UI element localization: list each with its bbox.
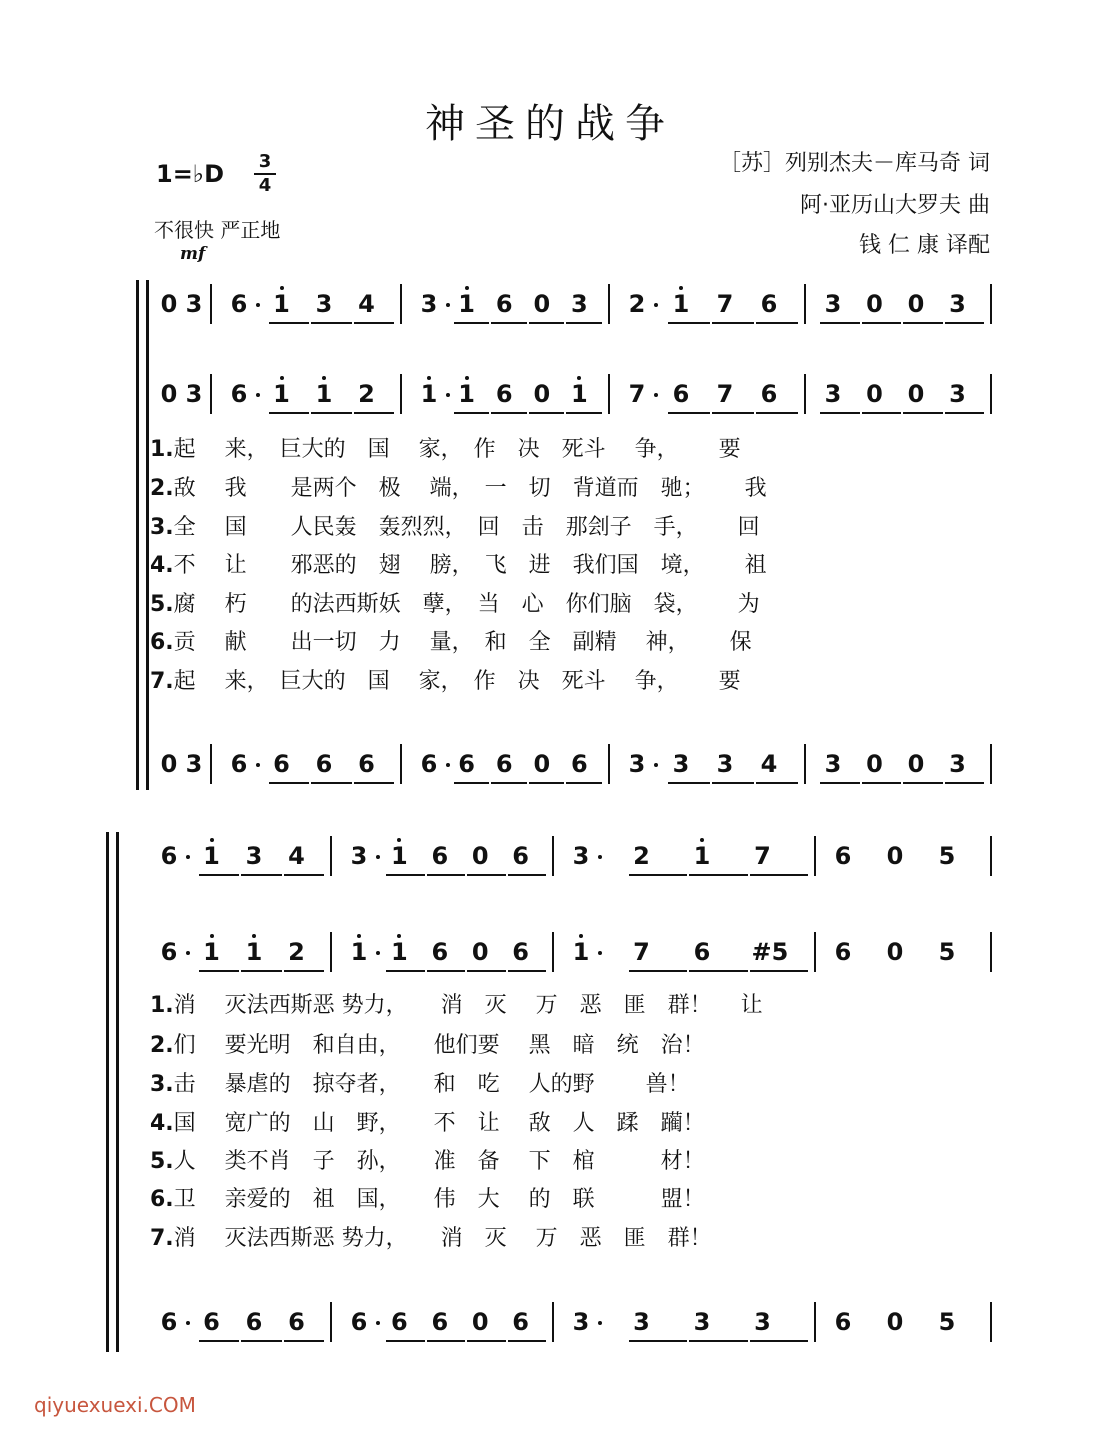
note: 4: [288, 842, 305, 870]
lyric-line: 1.起 来， 巨大的 国 家， 作 决 死斗 争， 要: [150, 437, 741, 462]
beam: [199, 874, 240, 876]
key-signature: 1=♭D: [156, 160, 225, 188]
note: 0: [907, 380, 925, 408]
beam: [712, 412, 754, 414]
beam: [750, 1340, 809, 1342]
beam: [945, 412, 985, 414]
octave-dot: [679, 286, 683, 290]
beam: [629, 1340, 688, 1342]
beam: [427, 1340, 465, 1342]
lyric-line: 6.卫 亲爱的 祖 国， 伟 大 的 联 盟！: [150, 1187, 705, 1212]
note: 0: [533, 750, 551, 778]
augmentation-dot: [598, 951, 602, 955]
beam: [668, 782, 710, 784]
beam: [750, 874, 809, 876]
lyric-line: 3.击 暴虐的 掠夺者， 和 吃 人的野 兽！: [150, 1072, 690, 1097]
note: 1: [350, 938, 368, 966]
bar-line: [804, 744, 806, 784]
lyric-line: 5.人 类不肖 子 孙， 准 备 下 棺 材！: [150, 1149, 705, 1174]
note: 1: [571, 380, 588, 408]
augmentation-dot: [376, 855, 380, 859]
lyric-line: 6.贡 献 出一切 力 量， 和 全 副精 神， 保: [150, 630, 752, 655]
system1-staff1: [150, 280, 1000, 330]
note: 3: [572, 842, 590, 870]
note: 7: [628, 380, 646, 408]
note: 5: [938, 1308, 956, 1336]
note: 6: [160, 842, 178, 870]
note: 2: [358, 380, 375, 408]
note: #5: [751, 938, 789, 966]
augmentation-dot: [654, 393, 658, 397]
time-signature: [254, 152, 276, 196]
note: 6: [760, 380, 778, 408]
note: 6: [760, 290, 778, 318]
note: 0: [866, 380, 883, 408]
note: 3: [824, 290, 842, 318]
note: 1: [203, 842, 220, 870]
note: 1: [458, 290, 475, 318]
beam: [862, 322, 902, 324]
note: 6: [512, 1308, 529, 1336]
beam: [386, 874, 424, 876]
beam: [566, 412, 602, 414]
note: 0: [471, 938, 489, 966]
augmentation-dot: [186, 951, 190, 955]
beam: [820, 412, 860, 414]
note: 1: [315, 380, 333, 408]
note: 4: [760, 750, 778, 778]
note: 0: [160, 290, 178, 318]
bar-line: [990, 932, 992, 972]
bar-line: [804, 374, 806, 414]
beam: [269, 782, 310, 784]
beam: [284, 1340, 325, 1342]
note: 6: [431, 1308, 449, 1336]
augmentation-dot: [654, 763, 658, 767]
note: 0: [907, 750, 925, 778]
watermark: qiyuexuexi.COM: [34, 1393, 196, 1417]
note: 1: [572, 938, 590, 966]
note: 1: [693, 842, 711, 870]
beam: [712, 322, 754, 324]
note: 6: [315, 750, 333, 778]
note: 4: [358, 290, 375, 318]
beam: [508, 874, 546, 876]
note: 3: [315, 290, 333, 318]
bar-line: [330, 836, 332, 876]
beam: [820, 322, 860, 324]
beam: [689, 970, 748, 972]
note: 3: [949, 380, 966, 408]
beam: [689, 1340, 748, 1342]
note: 3: [185, 380, 203, 408]
note: 6: [245, 1308, 263, 1336]
beam: [269, 412, 310, 414]
bar-line: [608, 284, 610, 324]
beam: [241, 970, 282, 972]
beam: [427, 874, 465, 876]
beam: [354, 782, 395, 784]
note: 5: [938, 938, 956, 966]
beam: [241, 874, 282, 876]
beam: [467, 1340, 505, 1342]
octave-dot: [465, 376, 469, 380]
lyric-line: 4.国 宽广的 山 野， 不 让 敌 人 蹂 躏！: [150, 1111, 705, 1136]
note: 0: [886, 938, 904, 966]
note: 3: [628, 750, 646, 778]
note: 0: [471, 842, 489, 870]
note: 1: [273, 290, 290, 318]
bar-line: [814, 1302, 816, 1342]
bar-line: [990, 374, 992, 414]
beam: [284, 970, 325, 972]
octave-dot: [280, 376, 284, 380]
beam: [862, 412, 902, 414]
note: 0: [533, 290, 551, 318]
note: 3: [754, 1308, 771, 1336]
note: 6: [512, 938, 529, 966]
bar-line: [804, 284, 806, 324]
note: 3: [693, 1308, 711, 1336]
note: 3: [185, 290, 203, 318]
octave-dot: [252, 934, 256, 938]
bar-line: [990, 836, 992, 876]
bar-line: [400, 374, 402, 414]
beam: [945, 782, 985, 784]
beam: [862, 782, 902, 784]
note: 2: [628, 290, 646, 318]
note: 1: [245, 938, 263, 966]
augmentation-dot: [654, 303, 658, 307]
note: 3: [672, 750, 690, 778]
beam: [903, 412, 943, 414]
bar-line: [210, 744, 212, 784]
note: 1: [203, 938, 220, 966]
augmentation-dot: [598, 855, 602, 859]
beam: [454, 322, 490, 324]
bar-line: [330, 932, 332, 972]
note: 6: [458, 750, 475, 778]
note: 6: [431, 842, 449, 870]
beam: [491, 782, 527, 784]
beam: [386, 970, 424, 972]
note: 3: [350, 842, 368, 870]
note: 6: [391, 1308, 408, 1336]
system2-staff1: [150, 832, 1000, 882]
beam: [566, 322, 602, 324]
note: 6: [273, 750, 290, 778]
beam: [241, 1340, 282, 1342]
beam: [491, 322, 527, 324]
beam: [529, 322, 565, 324]
augmentation-dot: [598, 1321, 602, 1325]
lyric-line: 2.敌 我 是两个 极 端， 一 切 背道而 驰； 我: [150, 476, 767, 501]
note: 1: [273, 380, 290, 408]
note: 3: [949, 750, 966, 778]
note: 6: [160, 938, 178, 966]
note: 6: [672, 380, 690, 408]
beam: [756, 412, 798, 414]
beam: [269, 322, 310, 324]
bar-line: [990, 744, 992, 784]
note: 3: [716, 750, 734, 778]
beam: [427, 970, 465, 972]
octave-dot: [210, 838, 214, 842]
system2-staff3: [150, 1298, 1000, 1348]
beam: [756, 782, 798, 784]
note: 1: [391, 842, 408, 870]
note: 3: [949, 290, 966, 318]
augmentation-dot: [376, 1321, 380, 1325]
beam: [467, 874, 505, 876]
beam: [712, 782, 754, 784]
note: 1: [458, 380, 475, 408]
lyric-line: 4.不 让 邪恶的 翅 膀， 飞 进 我们国 境， 祖: [150, 553, 767, 578]
note: 6: [571, 750, 588, 778]
augmentation-dot: [446, 303, 450, 307]
beam: [689, 874, 748, 876]
note: 6: [512, 842, 529, 870]
beam: [903, 322, 943, 324]
system1-bracket-inner: [146, 280, 149, 790]
bar-line: [990, 284, 992, 324]
bar-line: [814, 932, 816, 972]
octave-dot: [357, 934, 361, 938]
bar-line: [608, 744, 610, 784]
note: 7: [716, 290, 734, 318]
note: 0: [471, 1308, 489, 1336]
note: 0: [533, 380, 551, 408]
note: 7: [754, 842, 771, 870]
system1-staff2: [150, 370, 1000, 420]
note: 0: [866, 290, 883, 318]
note: 7: [716, 380, 734, 408]
bar-line: [552, 836, 554, 876]
note: 3: [420, 290, 438, 318]
augmentation-dot: [376, 951, 380, 955]
bar-line: [400, 744, 402, 784]
beam: [508, 970, 546, 972]
notes-s1-1: [150, 280, 1000, 330]
note: 1: [672, 290, 690, 318]
lyric-line: 1.消 灭法西斯恶 势力， 消 灭 万 恶 匪 群！ 让: [150, 993, 763, 1018]
note: 6: [693, 938, 711, 966]
beam: [454, 412, 490, 414]
note: 7: [633, 938, 650, 966]
bar-line: [210, 374, 212, 414]
octave-dot: [210, 934, 214, 938]
augmentation-dot: [186, 1321, 190, 1325]
system1-staff3: [150, 740, 1000, 790]
note: 2: [288, 938, 305, 966]
beam: [491, 412, 527, 414]
beam: [629, 970, 688, 972]
lyric-line: 3.全 国 人民轰 轰烈烈， 回 击 那刽子 手， 回: [150, 515, 760, 540]
composer-credit: 阿·亚历山大罗夫 曲: [800, 193, 990, 218]
lyric-line: 2.们 要光明 和自由， 他们要 黑 暗 统 治！: [150, 1033, 705, 1058]
augmentation-dot: [186, 855, 190, 859]
note: 0: [886, 1308, 904, 1336]
beam: [668, 322, 710, 324]
beam: [311, 412, 352, 414]
note: 5: [938, 842, 956, 870]
note: 6: [203, 1308, 220, 1336]
translator-credit: 钱 仁 康 译配: [859, 233, 990, 258]
note: 6: [230, 290, 248, 318]
note: 0: [866, 750, 883, 778]
beam: [199, 970, 240, 972]
note: 1: [391, 938, 408, 966]
notes-s2-3: [150, 1298, 1000, 1348]
beam: [529, 412, 565, 414]
beam: [668, 412, 710, 414]
note: 3: [633, 1308, 650, 1336]
notes-s1-3: [150, 740, 1000, 790]
note: 3: [185, 750, 203, 778]
note: 0: [160, 380, 178, 408]
note: 0: [886, 842, 904, 870]
note: 6: [350, 1308, 368, 1336]
beam: [820, 782, 860, 784]
meter-top: 3: [258, 151, 272, 172]
bar-line: [330, 1302, 332, 1342]
note: 6: [495, 380, 513, 408]
system1-bracket: [136, 280, 139, 790]
notes-s1-2: [150, 370, 1000, 420]
note: 3: [571, 290, 588, 318]
bar-line: [990, 1302, 992, 1342]
note: 6: [288, 1308, 305, 1336]
dynamic-marking: mf: [180, 244, 206, 264]
augmentation-dot: [256, 393, 260, 397]
tempo-marking: 不很快 严正地: [154, 218, 281, 242]
lyric-line: 7.消 灭法西斯恶 势力， 消 灭 万 恶 匪 群！: [150, 1226, 712, 1251]
beam: [467, 970, 505, 972]
note: 3: [824, 380, 842, 408]
octave-dot: [427, 376, 431, 380]
note: 6: [358, 750, 375, 778]
lyricist-credit: ［苏］列别杰夫－库马奇 词: [719, 151, 990, 176]
bar-line: [210, 284, 212, 324]
system2-staff2: [150, 928, 1000, 978]
octave-dot: [465, 286, 469, 290]
note: 6: [230, 750, 248, 778]
beam: [284, 874, 325, 876]
beam: [199, 1340, 240, 1342]
beam: [750, 970, 809, 972]
beam: [354, 412, 395, 414]
note: 6: [420, 750, 438, 778]
bar-line: [552, 932, 554, 972]
beam: [386, 1340, 424, 1342]
note: 3: [572, 1308, 590, 1336]
beam: [529, 782, 565, 784]
note: 6: [834, 1308, 852, 1336]
note: 2: [633, 842, 650, 870]
lyric-line: 5.腐 朽 的法西斯妖 孽， 当 心 你们脑 袋， 为: [150, 592, 760, 617]
augmentation-dot: [256, 303, 260, 307]
note: 3: [824, 750, 842, 778]
notes-s2-2: [150, 928, 1000, 978]
octave-dot: [280, 286, 284, 290]
octave-dot: [322, 376, 326, 380]
lyric-line: 7.起 来， 巨大的 国 家， 作 决 死斗 争， 要: [150, 669, 741, 694]
note: 6: [834, 938, 852, 966]
octave-dot: [700, 838, 704, 842]
augmentation-dot: [446, 393, 450, 397]
beam: [566, 782, 602, 784]
system2-bracket-inner: [116, 832, 119, 1352]
beam: [508, 1340, 546, 1342]
beam: [756, 322, 798, 324]
bar-line: [608, 374, 610, 414]
bar-line: [814, 836, 816, 876]
song-title: 神圣的战争: [425, 101, 675, 147]
note: 0: [160, 750, 178, 778]
meter-bottom: 4: [258, 175, 272, 196]
note: 6: [160, 1308, 178, 1336]
beam: [903, 782, 943, 784]
beam: [311, 782, 352, 784]
system2-bracket: [106, 832, 109, 1352]
note: 6: [431, 938, 449, 966]
note: 6: [230, 380, 248, 408]
bar-line: [400, 284, 402, 324]
beam: [629, 874, 688, 876]
note: 6: [495, 290, 513, 318]
beam: [454, 782, 490, 784]
bar-line: [552, 1302, 554, 1342]
note: 6: [495, 750, 513, 778]
note: 3: [245, 842, 263, 870]
beam: [354, 322, 395, 324]
note: 1: [420, 380, 438, 408]
octave-dot: [579, 934, 583, 938]
augmentation-dot: [446, 763, 450, 767]
note: 0: [907, 290, 925, 318]
beam: [945, 322, 985, 324]
note: 6: [834, 842, 852, 870]
notes-s2-1: [150, 832, 1000, 882]
beam: [311, 322, 352, 324]
augmentation-dot: [256, 763, 260, 767]
